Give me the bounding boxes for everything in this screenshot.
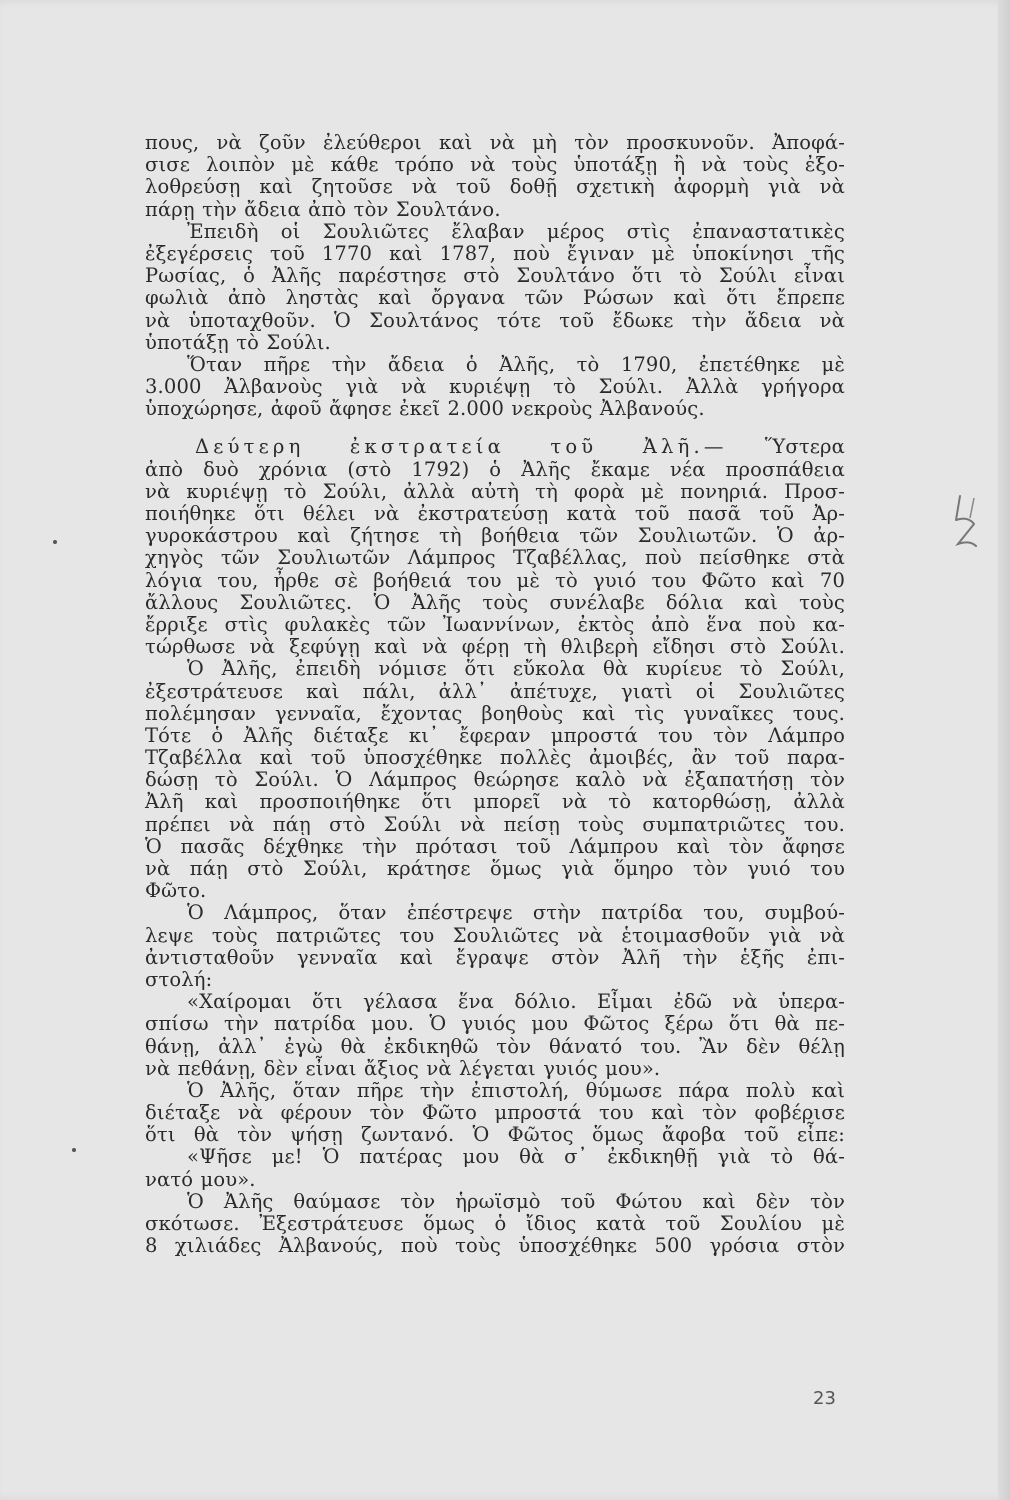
text-line: δώσῃ τὸ Σούλι. Ὁ Λάμπρος θεώρησε καλὸ νὰ ἐξαπατήσῃ τὸν xyxy=(145,768,845,792)
page-edge xyxy=(998,0,1010,1500)
text-line: Ὁ Ἀλῆς, ὅταν πῆρε τὴν ἐπιστολή, θύμωσε πάρα πολὺ καὶ xyxy=(187,1078,845,1102)
text-line: ἄλλους Σουλιῶτες. Ὁ Ἀλῆς τοὺς συνέλαβε δόλια καὶ τοὺς xyxy=(145,590,845,614)
text-line: Ρωσίας, ὁ Ἀλῆς παρέστησε στὸ Σουλτάνο ὅτι τὸ Σούλι εἶναι xyxy=(145,264,845,288)
text-line: νατό μου». xyxy=(145,1167,256,1191)
body-text xyxy=(145,132,845,1257)
text-line: νὰ κυριέψῃ τὸ Σούλι, ἀλλὰ αὐτὴ τὴ φορὰ μὲ πονηριά. Προσ- xyxy=(145,479,845,503)
text-line: πολέμησαν γενναῖα, ἔχοντας βοηθοὺς καὶ τὶς γυναῖκες τους. xyxy=(145,701,845,725)
text-line: Τότε ὁ Ἀλῆς διέταξε κι᾽ ἔφεραν μπροστά του τὸν Λάμπρο xyxy=(145,723,845,747)
section-heading-line xyxy=(145,436,845,458)
text-line: ἀντισταθοῦν γενναῖα καὶ ἔγραψε στὸν Ἀλῆ τὴν ἑξῆς ἐπι- xyxy=(145,945,845,969)
page-number: 23 xyxy=(813,1388,836,1409)
text-line: στολή: xyxy=(145,967,213,991)
text-line: νὰ ὑποταχθοῦν. Ὁ Σουλτάνος τότε τοῦ ἔδωκε τὴν ἄδεια νὰ xyxy=(145,308,845,332)
text-line: «Χαίρομαι ὅτι γέλασα ἕνα δόλιο. Εἶμαι ἐδῶ νὰ ὑπερα- xyxy=(187,990,845,1014)
text-line: λοθρεύσῃ καὶ ζητοῦσε νὰ τοῦ δοθῇ σχετικὴ ἀφορμὴ γιὰ νὰ xyxy=(145,175,845,199)
text-line: πάρῃ τὴν ἄδεια ἀπὸ τὸν Σουλτάνο. xyxy=(145,197,501,221)
text-line: διέταξε νὰ φέρουν τὸν Φῶτο μπροστά του καὶ τὸν φοβέρισε xyxy=(145,1101,845,1125)
section-heading-continuation: — Ὕστερα xyxy=(703,435,845,459)
text-line: γυροκάστρου καὶ ζήτησε τὴ βοήθεια τῶν Σουλιωτῶν. Ὁ ἀρ- xyxy=(145,524,845,548)
text-line: Τζαβέλλα καὶ τοῦ ὑποσχέθηκε πολλὲς ἀμοιβές, ἂν τοῦ παρα- xyxy=(145,746,845,770)
text-line: 3.000 Ἀλβανοὺς γιὰ νὰ κυριέψῃ τὸ Σούλι. Ἀλλὰ γρήγορα xyxy=(145,375,845,399)
text-line: ἀπὸ δυὸ χρόνια (στὸ 1792) ὁ Ἀλῆς ἔκαμε νέα προσπάθεια xyxy=(145,457,845,481)
text-line: σκότωσε. Ἐξεστράτευσε ὅμως ὁ ἴδιος κατὰ τοῦ Σουλίου μὲ xyxy=(145,1212,845,1235)
text-line: θάνῃ, ἀλλ᾽ ἐγὼ θὰ ἐκδικηθῶ τὸν θάνατό του. Ἂν δὲν θέλῃ xyxy=(145,1034,845,1058)
text-line: Ὁ Λάμπρος, ὅταν ἐπέστρεψε στὴν πατρίδα του, συμβού- xyxy=(187,901,845,925)
text-line: τώρθωσε νὰ ξεφύγῃ καὶ νὰ φέρῃ τὴ θλιβερὴ εἴδησι στὸ Σούλι. xyxy=(145,635,845,659)
section-heading: Δεύτερη ἐκστρατεία τοῦ Ἀλῆ. xyxy=(195,435,704,459)
text-line: λεψε τοὺς πατριῶτες του Σουλιῶτες νὰ ἑτοιμασθοῦν γιὰ νὰ xyxy=(145,923,845,947)
text-line: νὰ πάῃ στὸ Σούλι, κράτησε ὅμως γιὰ ὅμηρο τὸν γυιό του xyxy=(145,857,845,880)
text-line: Ὁ Ἀλῆς θαύμασε τὸν ἡρωϊσμὸ τοῦ Φώτου καὶ δὲν τὸν xyxy=(187,1189,845,1213)
text-line: ὑποτάξῃ τὸ Σούλι. xyxy=(145,330,331,354)
text-line: πρέπει νὰ πάῃ στὸ Σούλι νὰ πείσῃ τοὺς συμπατριῶτες του. xyxy=(145,812,845,836)
text-line: ποιήθηκε ὅτι θέλει νὰ ἐκστρατεύσῃ κατὰ τοῦ πασᾶ τοῦ Ἀρ- xyxy=(145,502,845,525)
text-line: Ὁ πασᾶς δέχθηκε τὴν πρότασι τοῦ Λάμπρου καὶ τὸν ἄφησε xyxy=(145,834,845,858)
text-line: σισε λοιπὸν μὲ κάθε τρόπο νὰ τοὺς ὑποτάξῃ ἢ νὰ τοὺς ἐξο- xyxy=(145,153,845,177)
text-line: Ὅταν πῆρε τὴν ἄδεια ὁ Ἀλῆς, τὸ 1790, ἐπετέθηκε μὲ xyxy=(187,352,845,376)
text-line: ὑποχώρησε, ἀφοῦ ἄφησε ἐκεῖ 2.000 νεκροὺς Ἀλβανούς. xyxy=(145,397,705,421)
text-line: χηγὸς τῶν Σουλιωτῶν Λάμπρος Τζαβέλλας, ποὺ πείσθηκε στὰ xyxy=(145,546,845,570)
text-line: πους, νὰ ζοῦν ἐλεύθεροι καὶ νὰ μὴ τὸν προσκυνοῦν. Ἀποφά- xyxy=(145,131,845,154)
text-line: Ἐπειδὴ οἱ Σουλιῶτες ἔλαβαν μέρος στὶς ἐπαναστατικὲς xyxy=(187,219,845,243)
text-line: ὅτι θὰ τὸν ψήσῃ ζωντανό. Ὁ Φῶτος ὅμως ἄφοβα τοῦ εἶπε: xyxy=(145,1123,845,1147)
text-line: λόγια του, ἦρθε σὲ βοήθειά του μὲ τὸ γυιό του Φῶτο καὶ 70 xyxy=(145,568,845,592)
text-line: 8 χιλιάδες Ἀλβανούς, ποὺ τοὺς ὑποσχέθηκε 500 γρόσια στὸν xyxy=(145,1234,845,1258)
text-line: Ἀλῆ καὶ προσποιήθηκε ὅτι μπορεῖ νὰ τὸ κατορθώσῃ, ἀλλὰ xyxy=(145,790,845,814)
text-line: Ὁ Ἀλῆς, ἐπειδὴ νόμισε ὅτι εὔκολα θὰ κυρίευε τὸ Σούλι, xyxy=(187,657,845,681)
text-line: ἔρριξε στὶς φυλακὲς τῶν Ἰωαννίνων, ἐκτὸς ἀπὸ ἕνα ποὺ κα- xyxy=(145,612,845,636)
handwritten-margin-mark xyxy=(948,490,988,560)
text-line: φωλιὰ ἀπὸ ληστὰς καὶ ὄργανα τῶν Ρώσων καὶ ὅτι ἔπρεπε xyxy=(145,286,845,310)
text-line: νὰ πεθάνῃ, δὲν εἶναι ἄξιος νὰ λέγεται γυιός μου». xyxy=(145,1056,661,1080)
text-line: σπίσω τὴν πατρίδα μου. Ὁ γυιός μου Φῶτος ξέρω ὅτι θὰ πε- xyxy=(145,1012,845,1036)
text-line: ἐξεγέρσεις τοῦ 1770 καὶ 1787, ποὺ ἔγιναν μὲ ὑποκίνησι τῆς xyxy=(145,241,845,265)
text-line: ἐξεστράτευσε καὶ πάλι, ἀλλ᾽ ἀπέτυχε, γιατὶ οἱ Σουλιῶτες xyxy=(145,679,845,703)
text-line: «Ψῆσε με! Ὁ πατέρας μου θὰ σ᾽ ἐκδικηθῇ γιὰ τὸ θά- xyxy=(187,1145,845,1169)
scan-speck xyxy=(72,1148,76,1152)
text-line: Φῶτο. xyxy=(145,879,207,903)
scan-speck xyxy=(53,540,57,544)
